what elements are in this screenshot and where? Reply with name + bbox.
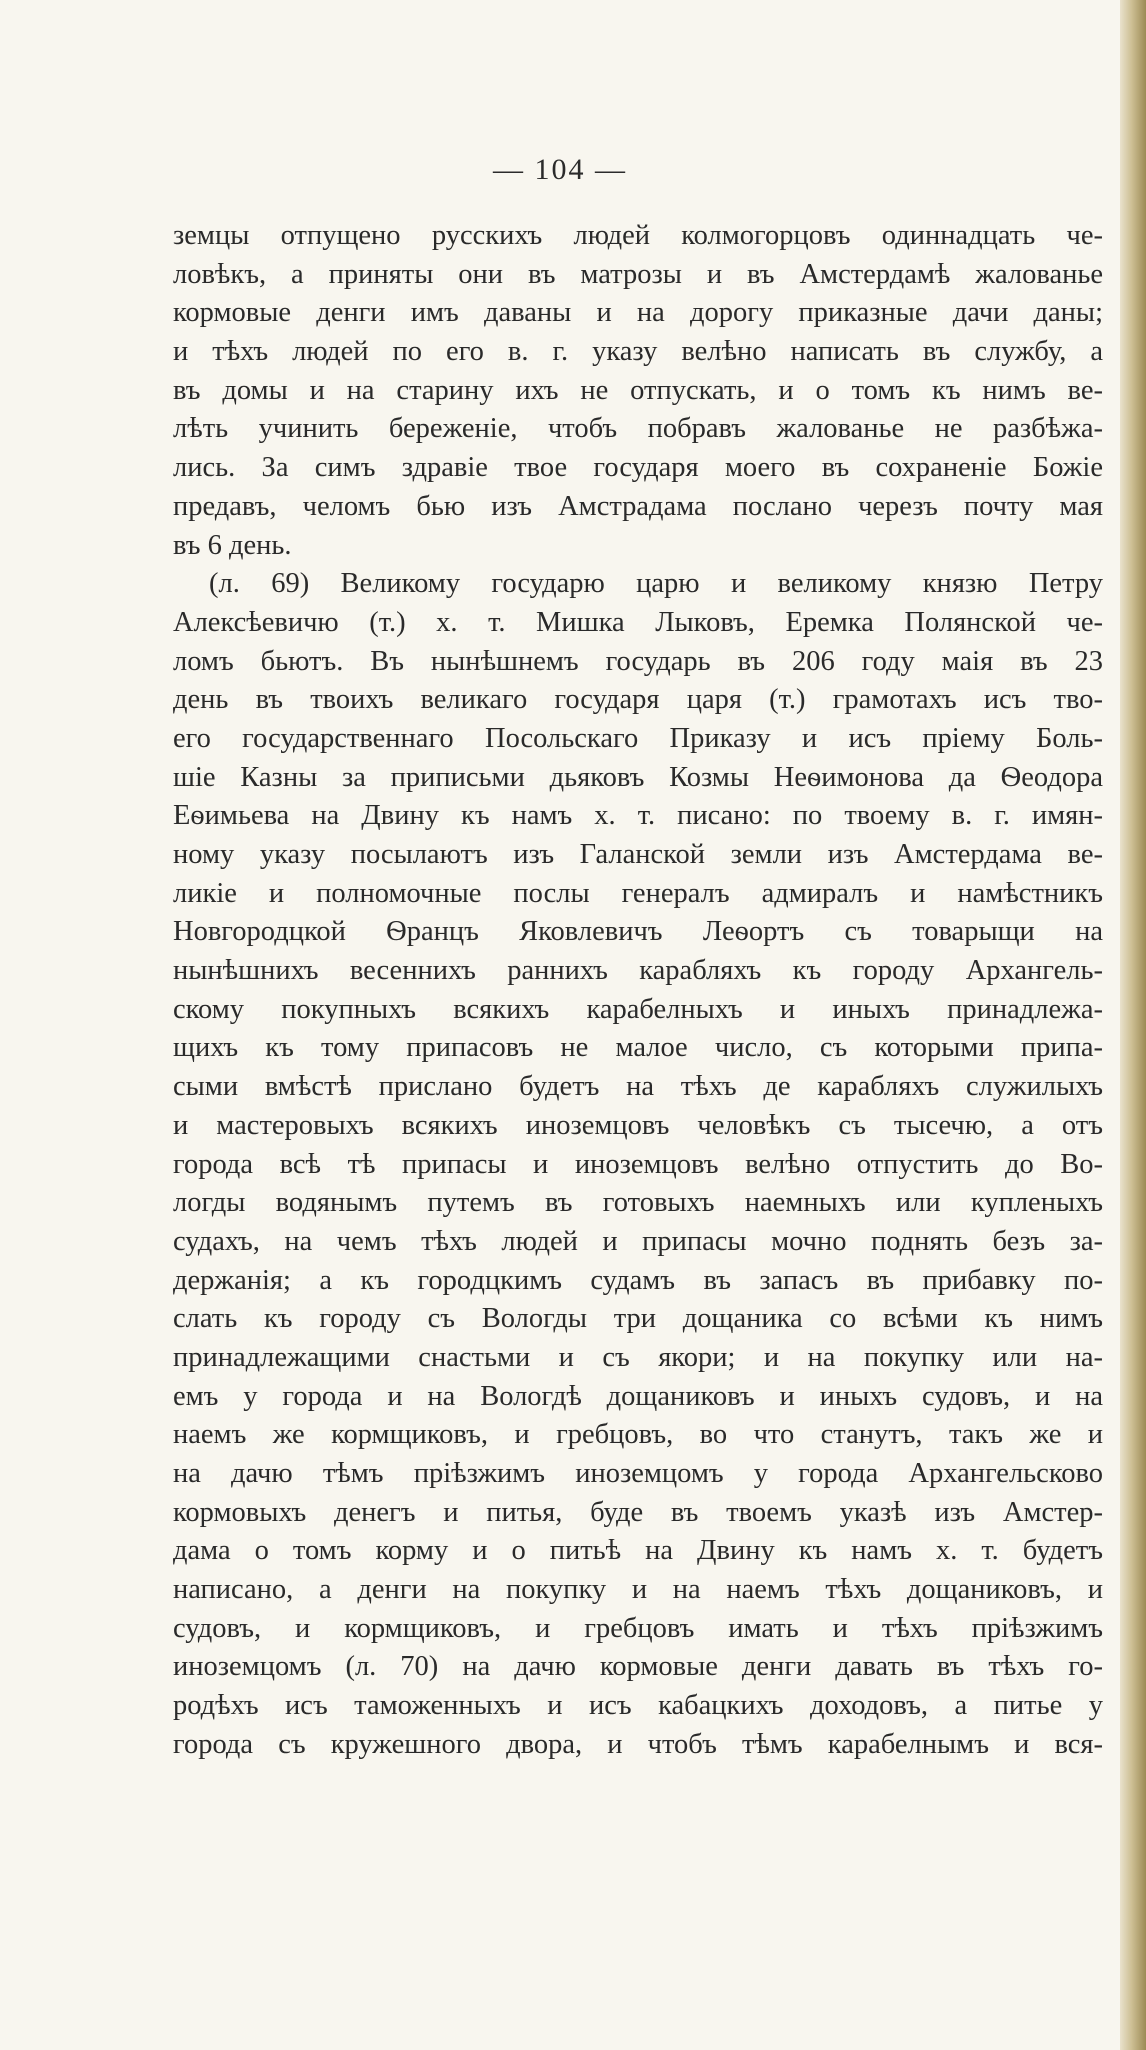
text-line: Алексѣевичю (т.) х. т. Мишка Лыковъ, Еремка Полянской че- bbox=[173, 606, 1103, 638]
text-line: Еѳимьева на Двину къ намъ х. т. писано: по твоему в. г. имян- bbox=[173, 800, 1103, 832]
page-edge-shadow bbox=[1120, 0, 1146, 2050]
paragraph-start-line: (л. 69) Великому государю царю и великому князю Петру bbox=[209, 568, 1103, 600]
text-line: иноземцомъ (л. 70) на дачю кормовые денги давать въ тѣхъ го- bbox=[173, 1651, 1103, 1683]
text-line: сыми вмѣстѣ прислано будетъ на тѣхъ де карабляхъ служилыхъ bbox=[173, 1071, 1103, 1103]
text-line: предавъ, челомъ бью изъ Амстрадама послано черезъ почту мая bbox=[173, 490, 1103, 522]
text-line: слать къ городу съ Вологды три дощаника со всѣми къ нимъ bbox=[173, 1303, 1103, 1335]
text-line: кормовые денги имъ даваны и на дорогу приказные дачи даны; bbox=[173, 297, 1103, 329]
text-line: судахъ, на чемъ тѣхъ людей и припасы мочно поднять безъ за- bbox=[173, 1225, 1103, 1257]
text-line: ликіе и полномочные послы генералъ адмиралъ и намѣстникъ bbox=[173, 877, 1103, 909]
text-line: его государственнаго Посольскаго Приказу и исъ пріему Боль- bbox=[173, 722, 1103, 754]
page-number: — 104 — bbox=[493, 153, 627, 186]
text-line: написано, а денги на покупку и на наемъ тѣхъ дощаниковъ, и bbox=[173, 1574, 1103, 1606]
text-line: въ 6 день. bbox=[173, 529, 292, 561]
text-line: города всѣ тѣ припасы и иноземцовъ велѣно отпустить до Во- bbox=[173, 1148, 1103, 1180]
text-line: щихъ къ тому припасовъ не малое число, съ которыми припа- bbox=[173, 1032, 1103, 1064]
text-line: ломъ бьютъ. Въ нынѣшнемъ государь въ 206 году маія въ 23 bbox=[173, 645, 1103, 677]
text-line: ному указу посылаютъ изъ Галанской земли изъ Амстердама ве- bbox=[173, 839, 1103, 870]
text-line: и тѣхъ людей по его в. г. указу велѣно написать въ службу, а bbox=[173, 336, 1103, 368]
text-line: на дачю тѣмъ пріѣзжимъ иноземцомъ у города Архангельсково bbox=[173, 1458, 1103, 1489]
text-line: держанія; а къ городцкимъ судамъ въ запасъ въ прибавку по- bbox=[173, 1264, 1103, 1296]
text-line: принадлежащими снастьми и съ якори; и на покупку или на- bbox=[173, 1341, 1103, 1373]
text-line: шіе Казны за приписьми дьяковъ Козмы Неѳимонова да Ѳеодора bbox=[173, 761, 1103, 793]
text-line: лѣть учинить береженіе, чтобъ побравъ жалованье не разбѣжа- bbox=[173, 413, 1103, 445]
text-line: нынѣшнихъ весеннихъ раннихъ карабляхъ къ городу Архангель- bbox=[173, 955, 1103, 987]
text-line: родѣхъ исъ таможенныхъ и исъ кабацкихъ доходовъ, а питье у bbox=[173, 1690, 1103, 1722]
text-line: ловѣкъ, а приняты они въ матрозы и въ Амстердамѣ жалованье bbox=[173, 258, 1103, 290]
text-line: день въ твоихъ великаго государя царя (т.) грамотахъ исъ тво- bbox=[173, 684, 1103, 716]
text-line: наемъ же кормщиковъ, и гребцовъ, во что станутъ, такъ же и bbox=[173, 1419, 1103, 1451]
text-line: скому покупныхъ всякихъ карабелныхъ и иныхъ принадлежа- bbox=[173, 993, 1103, 1025]
text-line: емъ у города и на Вологдѣ дощаниковъ и иныхъ судовъ, и на bbox=[173, 1380, 1103, 1412]
text-line: города съ кружешного двора, и чтобъ тѣмъ карабелнымъ и вся- bbox=[173, 1728, 1103, 1760]
text-line: дама о томъ корму и о питьѣ на Двину къ намъ х. т. будетъ bbox=[173, 1535, 1103, 1567]
text-line: судовъ, и кормщиковъ, и гребцовъ имать и тѣхъ пріѣзжимъ bbox=[173, 1612, 1103, 1644]
text-line: Новгородцкой Ѳранцъ Яковлевичъ Леѳортъ съ товарыщи на bbox=[173, 916, 1103, 948]
text-line: лись. За симъ здравіе твое государя моего въ сохраненіе Божіе bbox=[173, 452, 1103, 484]
text-line: кормовыхъ денегъ и питья, буде въ твоемъ указѣ изъ Амстер- bbox=[173, 1496, 1103, 1528]
text-block bbox=[173, 217, 1103, 1765]
text-line: и мастеровыхъ всякихъ иноземцовъ человѣкъ съ тысечю, а отъ bbox=[173, 1109, 1103, 1141]
text-line: земцы отпущено русскихъ людей колмогорцовъ одиннадцать че- bbox=[173, 220, 1103, 251]
text-line: въ домы и на старину ихъ не отпускать, и о томъ къ нимъ ве- bbox=[173, 374, 1103, 406]
text-line: логды водянымъ путемъ въ готовыхъ наемныхъ или купленыхъ bbox=[173, 1187, 1103, 1219]
